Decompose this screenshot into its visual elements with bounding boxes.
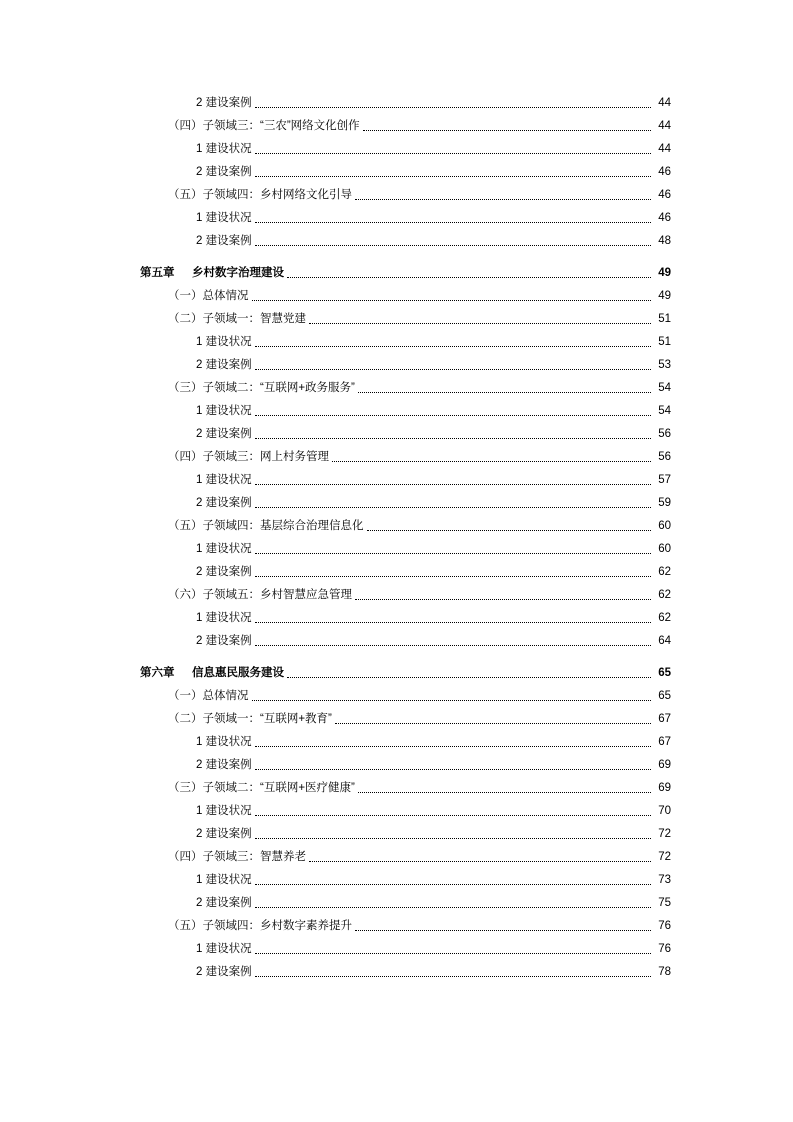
toc-leader-dots: [255, 221, 651, 223]
toc-entry-label: 2 建设案例: [196, 497, 252, 509]
toc-leader-dots: [255, 437, 651, 439]
toc-page-number: 72: [658, 828, 671, 840]
toc-page-number: 51: [658, 336, 671, 348]
toc-leader-dots: [255, 883, 651, 885]
toc-entry-sub[interactable]: [140, 488, 671, 511]
toc-leader-dots: [255, 175, 651, 177]
toc-entry-sub[interactable]: [140, 203, 671, 226]
toc-entry-label: 2 建设案例: [196, 359, 252, 371]
toc-entry-sub[interactable]: [140, 396, 671, 419]
toc-chapter-title: 乡村数字治理建设: [192, 267, 284, 279]
toc-entry-sub[interactable]: [140, 888, 671, 911]
toc-entry-sub[interactable]: [140, 226, 671, 249]
toc-entry-sub[interactable]: [140, 465, 671, 488]
toc-page-number: 56: [658, 451, 671, 463]
toc-page-number: 60: [658, 543, 671, 555]
toc-entry-label: （六）子领域五：乡村智慧应急管理: [168, 589, 352, 601]
toc-entry-sub[interactable]: [140, 957, 671, 980]
toc-page-number: 54: [658, 382, 671, 394]
toc-entry-section[interactable]: [140, 773, 671, 796]
toc-entry-label: [140, 265, 286, 281]
toc-entry-section[interactable]: [140, 580, 671, 603]
toc-leader-dots: [255, 837, 651, 839]
toc-page-number: 76: [658, 943, 671, 955]
table-of-contents: [140, 88, 671, 980]
toc-entry-label: 2 建设案例: [196, 235, 252, 247]
toc-entry-section[interactable]: [140, 511, 671, 534]
toc-entry-label: 2 建设案例: [196, 97, 252, 109]
toc-entry-sub[interactable]: [140, 727, 671, 750]
toc-entry-label: 1 建设状况: [196, 143, 252, 155]
toc-leader-dots: [255, 368, 651, 370]
toc-entry-label: 2 建设案例: [196, 897, 252, 909]
toc-page-number: 72: [658, 851, 671, 863]
toc-entry-chapter[interactable]: [140, 658, 671, 681]
toc-page-number: 60: [658, 520, 671, 532]
toc-entry-label: （五）子领域四：乡村网络文化引导: [168, 189, 352, 201]
toc-entry-label: [140, 665, 286, 681]
toc-leader-dots: [309, 322, 651, 324]
toc-leader-dots: [255, 768, 651, 770]
toc-entry-label: （五）子领域四：乡村数字素养提升: [168, 920, 352, 932]
toc-entry-label: 2 建设案例: [196, 828, 252, 840]
toc-page-number: 51: [658, 313, 671, 325]
toc-entry-label: 2 建设案例: [196, 759, 252, 771]
toc-leader-dots: [255, 621, 651, 623]
toc-page-number: 62: [658, 589, 671, 601]
toc-entry-label: 1 建设状况: [196, 474, 252, 486]
toc-entry-sub[interactable]: [140, 626, 671, 649]
toc-entry-label: （二）子领域一：智慧党建: [168, 313, 306, 325]
toc-page-number: 54: [658, 405, 671, 417]
toc-entry-sub[interactable]: [140, 557, 671, 580]
toc-entry-sub[interactable]: [140, 796, 671, 819]
toc-entry-section[interactable]: [140, 304, 671, 327]
toc-page-number: 46: [658, 212, 671, 224]
toc-leader-dots: [255, 106, 651, 108]
toc-entry-label: 2 建设案例: [196, 566, 252, 578]
toc-page-number: 56: [658, 428, 671, 440]
toc-page-number: 59: [658, 497, 671, 509]
toc-entry-label: 2 建设案例: [196, 166, 252, 178]
toc-leader-dots: [255, 483, 651, 485]
toc-chapter-title: 信息惠民服务建设: [192, 667, 284, 679]
toc-leader-dots: [367, 529, 652, 531]
toc-entry-label: 2 建设案例: [196, 428, 252, 440]
toc-entry-label: 1 建设状况: [196, 212, 252, 224]
toc-page-number: 46: [658, 189, 671, 201]
toc-page-number: 64: [658, 635, 671, 647]
toc-leader-dots: [255, 575, 651, 577]
toc-entry-label: 1 建设状况: [196, 612, 252, 624]
toc-entry-section[interactable]: [140, 442, 671, 465]
toc-leader-dots: [255, 745, 651, 747]
toc-page-number: 65: [658, 690, 671, 702]
toc-leader-dots: [355, 598, 651, 600]
toc-page-number: 44: [658, 143, 671, 155]
toc-entry-label: （三）子领域二：“互联网+政务服务”: [168, 382, 355, 394]
toc-leader-dots: [355, 198, 651, 200]
toc-entry-label: 2 建设案例: [196, 635, 252, 647]
toc-entry-label: 1 建设状况: [196, 943, 252, 955]
toc-page-number: 49: [658, 267, 671, 279]
toc-page-number: 48: [658, 235, 671, 247]
toc-entry-label: （四）子领域三：“三农”网络文化创作: [168, 120, 360, 132]
toc-entry-chapter[interactable]: [140, 258, 671, 281]
toc-entry-sub[interactable]: [140, 534, 671, 557]
toc-leader-dots: [255, 644, 651, 646]
toc-entry-section[interactable]: [140, 911, 671, 934]
toc-leader-dots: [252, 299, 652, 301]
toc-leader-dots: [287, 676, 651, 678]
toc-page-number: 67: [658, 736, 671, 748]
toc-leader-dots: [255, 906, 651, 908]
toc-leader-dots: [255, 952, 651, 954]
toc-page-number: 78: [658, 966, 671, 978]
toc-page-number: 75: [658, 897, 671, 909]
toc-entry-label: 1 建设状况: [196, 543, 252, 555]
toc-chapter-number: 第六章: [140, 667, 175, 679]
toc-entry-sub[interactable]: [140, 750, 671, 773]
toc-entry-label: 2 建设案例: [196, 966, 252, 978]
toc-entry-label: 1 建设状况: [196, 805, 252, 817]
toc-entry-label: （二）子领域一：“互联网+教育”: [168, 713, 332, 725]
toc-entry-sub[interactable]: [140, 934, 671, 957]
toc-page-number: 65: [658, 667, 671, 679]
toc-leader-dots: [255, 345, 651, 347]
toc-entry-label: 1 建设状况: [196, 874, 252, 886]
toc-leader-dots: [255, 552, 651, 554]
toc-leader-dots: [335, 722, 651, 724]
toc-spacer: [140, 249, 671, 258]
toc-leader-dots: [252, 699, 652, 701]
toc-entry-label: （五）子领域四：基层综合治理信息化: [168, 520, 364, 532]
toc-page-number: 73: [658, 874, 671, 886]
toc-page-number: 44: [658, 97, 671, 109]
toc-entry-sub[interactable]: [140, 603, 671, 626]
toc-entry-section[interactable]: [140, 111, 671, 134]
toc-leader-dots: [255, 152, 651, 154]
toc-entry-sub[interactable]: [140, 419, 671, 442]
toc-entry-label: 1 建设状况: [196, 405, 252, 417]
toc-page-number: 57: [658, 474, 671, 486]
toc-page-number: 62: [658, 612, 671, 624]
toc-spacer: [140, 649, 671, 658]
toc-leader-dots: [255, 814, 651, 816]
toc-leader-dots: [255, 414, 651, 416]
toc-entry-sub[interactable]: [140, 350, 671, 373]
toc-page-number: 76: [658, 920, 671, 932]
toc-page-number: 69: [658, 759, 671, 771]
toc-leader-dots: [255, 975, 651, 977]
toc-page-number: 69: [658, 782, 671, 794]
toc-page-number: 70: [658, 805, 671, 817]
toc-entry-section[interactable]: [140, 704, 671, 727]
toc-entry-label: （一）总体情况: [168, 690, 249, 702]
toc-entry-label: （三）子领域二：“互联网+医疗健康”: [168, 782, 355, 794]
toc-entry-sub[interactable]: [140, 327, 671, 350]
toc-leader-dots: [255, 244, 651, 246]
toc-page-number: 53: [658, 359, 671, 371]
toc-chapter-number: 第五章: [140, 267, 175, 279]
toc-entry-section[interactable]: [140, 681, 671, 704]
toc-leader-dots: [309, 860, 651, 862]
toc-entry-section[interactable]: [140, 842, 671, 865]
toc-entry-section[interactable]: [140, 373, 671, 396]
toc-entry-sub[interactable]: [140, 819, 671, 842]
toc-entry-sub[interactable]: [140, 88, 671, 111]
toc-leader-dots: [332, 460, 651, 462]
toc-entry-label: （一）总体情况: [168, 290, 249, 302]
toc-entry-label: 1 建设状况: [196, 736, 252, 748]
toc-page-number: 62: [658, 566, 671, 578]
toc-leader-dots: [363, 129, 651, 131]
toc-entry-sub[interactable]: [140, 865, 671, 888]
toc-leader-dots: [287, 276, 651, 278]
toc-entry-section[interactable]: [140, 281, 671, 304]
toc-entry-sub[interactable]: [140, 157, 671, 180]
toc-entry-label: （四）子领域三：智慧养老: [168, 851, 306, 863]
toc-leader-dots: [355, 929, 651, 931]
toc-leader-dots: [358, 791, 651, 793]
toc-entry-label: （四）子领域三：网上村务管理: [168, 451, 329, 463]
toc-entry-label: 1 建设状况: [196, 336, 252, 348]
toc-page-number: 67: [658, 713, 671, 725]
toc-leader-dots: [255, 506, 651, 508]
toc-leader-dots: [358, 391, 651, 393]
toc-entry-section[interactable]: [140, 180, 671, 203]
toc-page-number: 49: [658, 290, 671, 302]
toc-entry-sub[interactable]: [140, 134, 671, 157]
toc-page-number: 46: [658, 166, 671, 178]
toc-page-number: 44: [658, 120, 671, 132]
